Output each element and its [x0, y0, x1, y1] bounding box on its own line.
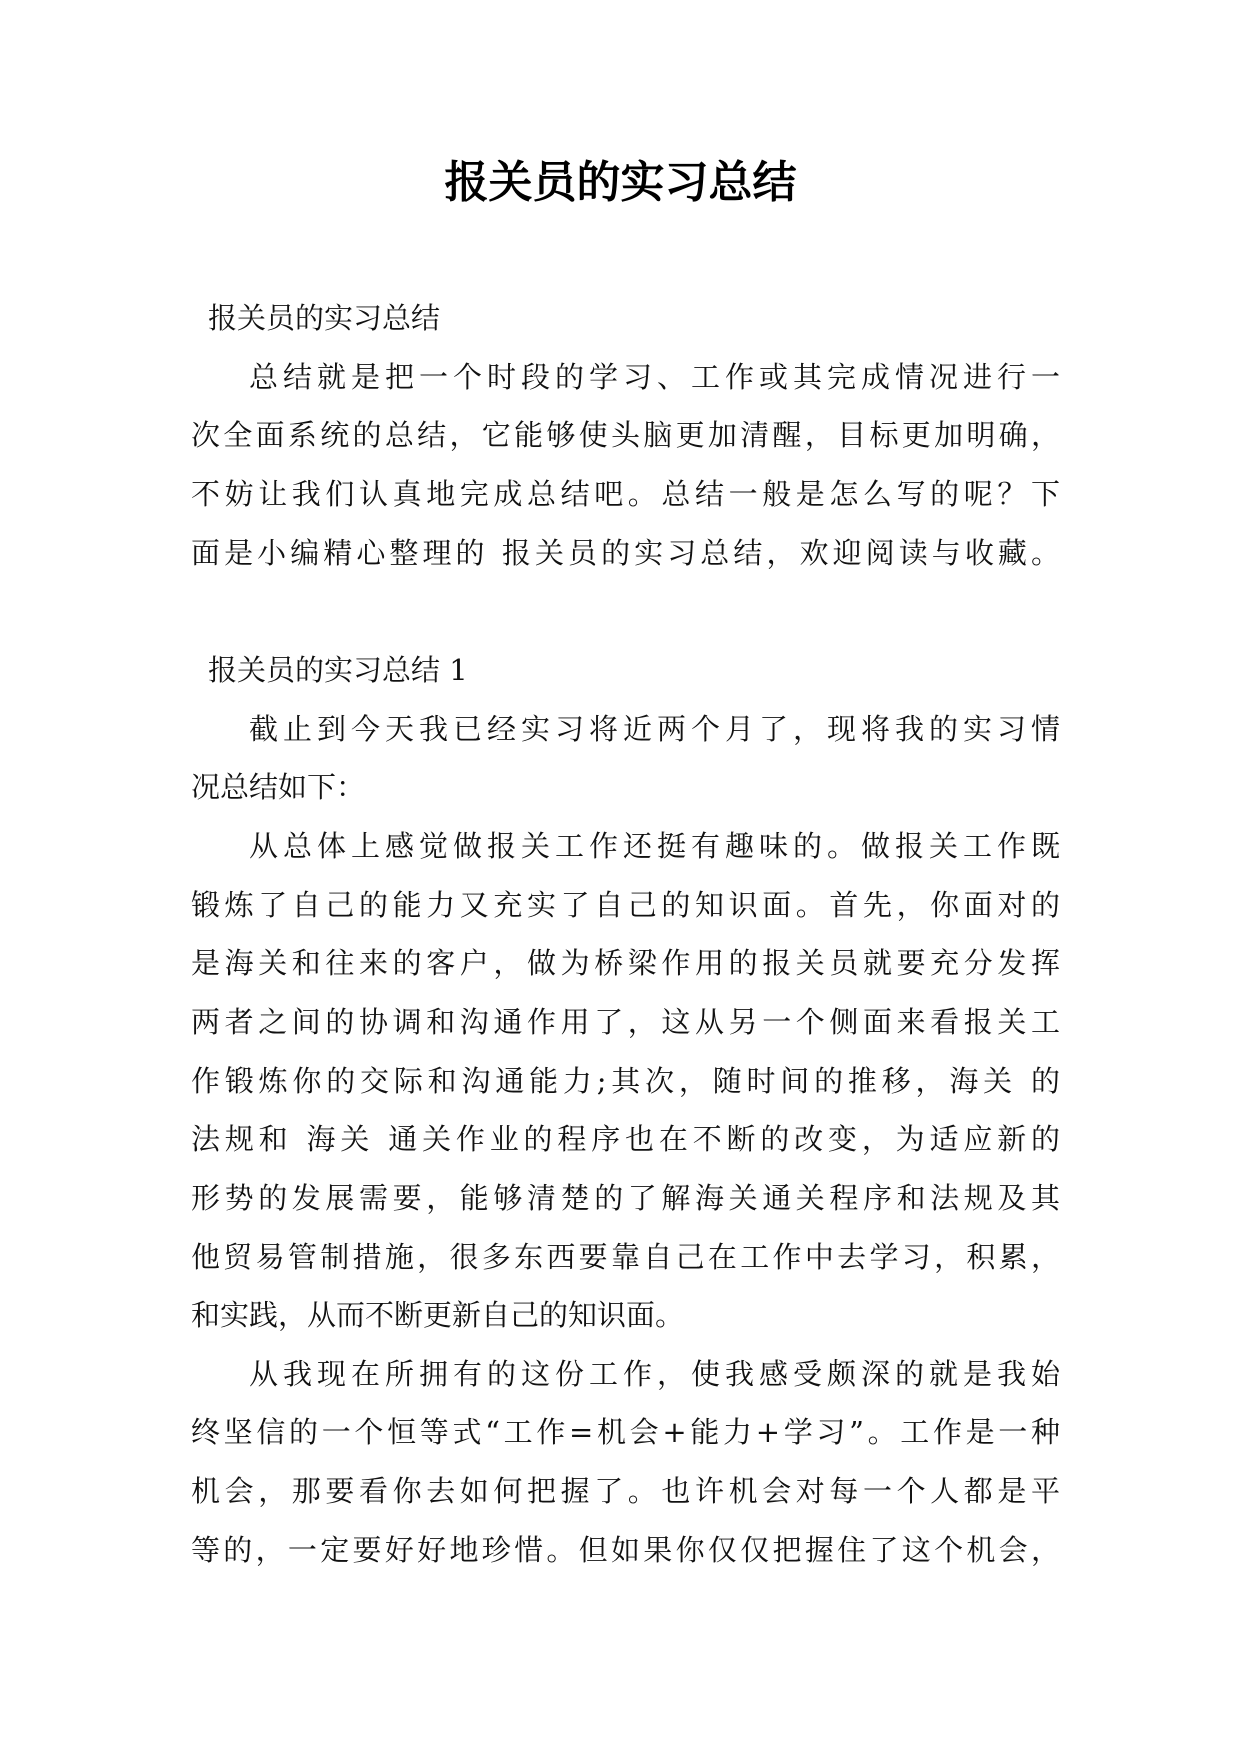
text-line: 和实践，从而不断更新自己的知识面。 [191, 1298, 685, 1333]
text-line: 不妨让我们认真地完成总结吧。总结一般是怎么写的呢？下 [191, 476, 1060, 511]
blank-line [191, 582, 1060, 641]
text-line: 次全面系统的总结，它能够使头脑更加清醒，目标更加明确， [191, 418, 1060, 453]
text-line: 是海关和往来的客户，做为桥梁作用的报关员就要充分发挥 [191, 946, 1060, 981]
section-heading: 报关员的实习总结 1 [208, 652, 468, 687]
text-line: 总结就是把一个时段的学习、工作或其完成情况进行一 [249, 359, 1060, 394]
document-heading: 报关员的实习总结 [208, 301, 441, 335]
text-line: 锻炼了自己的能力又充实了自己的知识面。首先，你面对的 [191, 887, 1060, 922]
text-line: 形势的发展需要，能够清楚的了解海关通关程序和法规及其 [191, 1180, 1060, 1215]
paragraph [191, 1345, 1060, 1580]
text-line: 作锻炼你的交际和沟通能力;其次，随时间的推移，海关 的 [191, 1063, 1060, 1098]
text-line: 况总结如下： [191, 770, 366, 805]
text-line: 等的，一定要好好地珍惜。但如果你仅仅把握住了这个机会， [191, 1532, 1060, 1567]
text-line: 两者之间的协调和沟通作用了，这从另一个侧面来看报关工 [191, 1004, 1060, 1039]
document-body [191, 289, 1060, 1579]
document-title: 报关员的实习总结 [444, 157, 797, 208]
text-line: 从我现在所拥有的这份工作，使我感受颇深的就是我始 [249, 1356, 1060, 1391]
text-line: 从总体上感觉做报关工作还挺有趣味的。做报关工作既 [249, 828, 1060, 863]
paragraph [191, 700, 1060, 817]
text-line: 他贸易管制措施，很多东西要靠自己在工作中去学习，积累， [191, 1239, 1060, 1274]
text-line: 截止到今天我已经实习将近两个月了，现将我的实习情 [249, 711, 1060, 746]
intro-paragraph [191, 348, 1060, 583]
text-line: 法规和 海关 通关作业的程序也在不断的改变，为适应新的 [191, 1122, 1060, 1157]
text-line: 终坚信的一个恒等式“工作=机会+能力+学习”。工作是一种 [191, 1415, 1060, 1450]
paragraph [191, 817, 1060, 1345]
text-line: 机会，那要看你去如何把握了。也许机会对每一个人都是平 [191, 1474, 1060, 1509]
text-line: 面是小编精心整理的 报关员的实习总结，欢迎阅读与收藏。 [191, 535, 1060, 570]
